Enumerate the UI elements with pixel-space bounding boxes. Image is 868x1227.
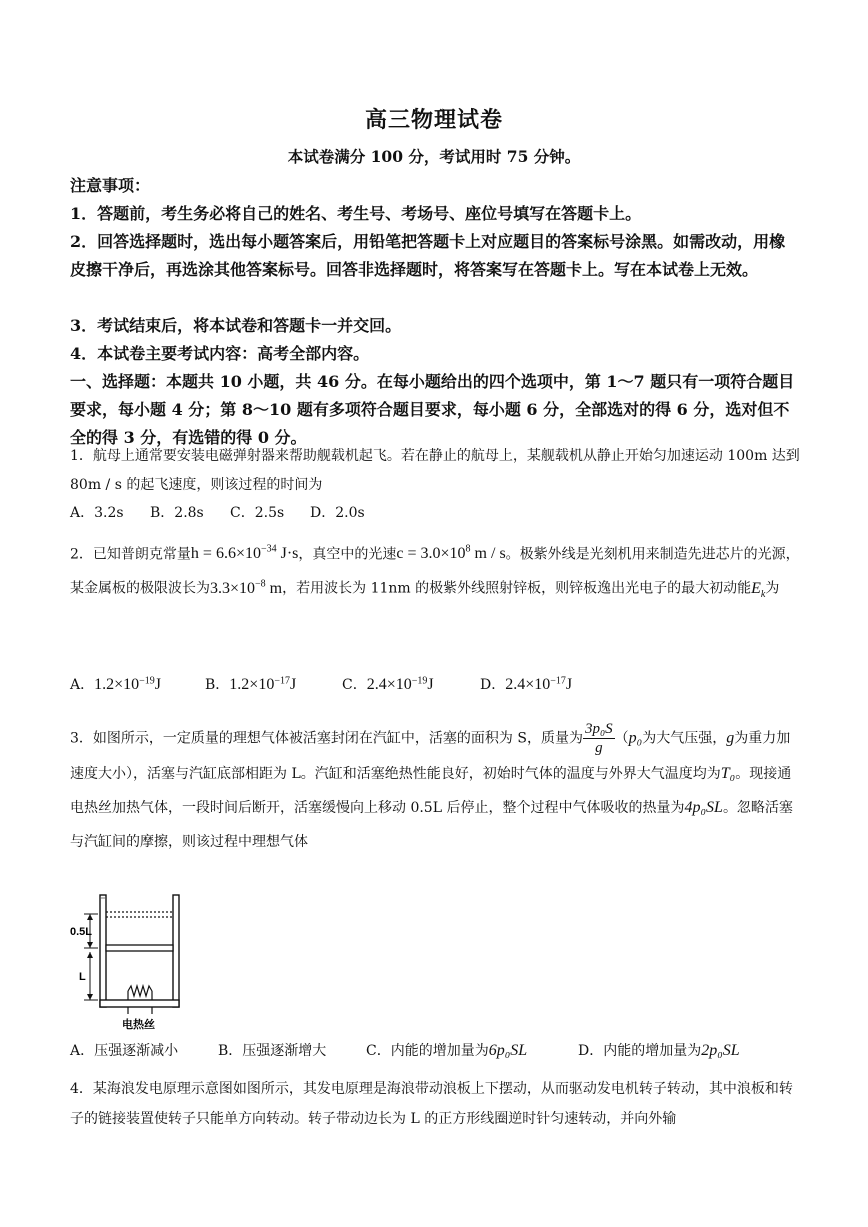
q3-option-d	[578, 1040, 778, 1060]
q2-part-2: ，真空中的光速	[298, 546, 397, 563]
q3-option-c	[366, 1040, 578, 1060]
q2-option-d	[480, 674, 620, 694]
notice-heading: 注意事项：	[70, 176, 151, 195]
dimension-label-l: L	[79, 971, 86, 983]
q2-option-a-exp: −19	[139, 675, 155, 687]
cylinder-figure	[70, 890, 190, 1035]
question-2-text	[70, 535, 800, 609]
question-1-options	[70, 502, 390, 522]
exam-subtitle: 本试卷满分 100 分，考试用时 75 分钟。	[287, 147, 581, 166]
q2-option-c	[342, 674, 480, 694]
question-1-text: 1．航母上通常要安装电磁弹射器来帮助舰载机起飞。若在静止的航母上，某舰载机从静止开始匀加速运动 100m 达到 80m / s 的起飞速度，则该过程的时间为	[70, 448, 800, 493]
cutoff-wavelength-expr	[210, 580, 282, 597]
gravity-symbol: g	[726, 729, 735, 747]
q2-option-b-unit: J	[289, 676, 297, 693]
ek-subscript: k	[760, 588, 766, 600]
q3-part-4: 为重力加速度大小），活塞与汽缸底部相距为 L。汽缸和活塞绝热性能良好，初始时气体的温度与外界大气温度均为	[70, 730, 791, 782]
q3-option-d-expr: 2p₀SL	[701, 1042, 740, 1059]
q3-part-3: 为大气压强，	[642, 730, 727, 747]
notice-item-2: 2．回答选择题时，选出每小题答案后，用铅笔把答题卡上对应题目的答案标号涂黑。如需改动，用橡皮擦干净后，再选涂其他答案标号。回答非选择题时，将答案写在答题卡上。写在本试卷上无效。	[70, 232, 786, 279]
q2-option-a	[70, 674, 205, 694]
initial-temperature-symbol: T₀	[720, 765, 736, 782]
question-2-options	[70, 674, 620, 694]
q1-option-a: A．3.2s	[70, 505, 124, 521]
cylinder-diagram	[70, 890, 190, 1035]
q3-part-2: （	[614, 730, 629, 747]
mass-fraction	[583, 720, 615, 757]
light-speed-expr	[396, 545, 505, 562]
q2-part-1: 2．已知普朗克常量	[70, 546, 191, 563]
q2-part-3: 。极紫外线是光刻机用来制造先进芯片的光源，某金属板的极限波长为	[70, 546, 800, 597]
q2-option-c-unit: J	[427, 676, 434, 693]
planck-constant-expr	[191, 545, 298, 562]
q2-part-4: ，若用波长为 11nm 的极紫外线照射锌板，则锌板逸出光电子的最大初动能	[282, 580, 752, 597]
page-title: 高三物理试卷	[364, 107, 503, 133]
q2-option-c-exp: −19	[411, 675, 428, 687]
q1-option-d: D．2.0s	[310, 505, 365, 521]
question-4-text: 4．某海浪发电原理示意图如图所示，其发电原理是海浪带动浪板上下摆动，从而驱动发电机转子转动，其中浪板和转子的链接装置使转子只能单方向转动。转子带动边长为 L 的正方形线圈逆时针匀速转动，并向外输	[70, 1081, 793, 1127]
heater-label: 电热丝	[122, 1019, 155, 1031]
kinetic-energy-symbol	[751, 579, 766, 600]
ek-letter: E	[751, 579, 761, 597]
q3-option-c-label: C．内能的增加量为	[366, 1043, 489, 1059]
q2-option-b-base: 1.2×10	[229, 676, 275, 693]
light-speed-base: c = 3.0×10	[396, 545, 466, 563]
q3-option-b: B．压强逐渐增大	[218, 1043, 327, 1059]
q2-option-a-base: 1.2×10	[94, 676, 140, 693]
q3-part-6: 。忽略活塞与汽缸间的摩擦，则该过程中理想气体	[70, 800, 793, 850]
planck-exponent: −34	[260, 544, 277, 555]
question-3-options	[70, 1040, 778, 1060]
q2-option-d-base: 2.4×10	[505, 676, 551, 693]
notice-item-4: 4．本试卷主要考试内容：高考全部内容。	[70, 344, 370, 363]
q2-option-b	[205, 674, 342, 694]
q2-option-d-unit: J	[565, 676, 573, 693]
q2-option-d-exp: −17	[550, 675, 566, 687]
q2-option-a-unit: J	[154, 676, 162, 693]
q3-option-a: A．压强逐渐减小	[70, 1043, 179, 1059]
wavelength-exponent: −8	[255, 578, 266, 590]
question-3-text	[70, 720, 800, 859]
q1-option-c: C．2.5s	[230, 505, 285, 521]
q3-part-5: 。现接通电热丝加热气体，一段时间后断开，活塞缓慢向上移动 0.5L 后停止，整个过程中气体吸收的热量为	[70, 766, 792, 816]
q2-option-c-label: C．	[342, 677, 367, 693]
wavelength-unit: m	[265, 579, 283, 597]
q2-option-a-label: A．	[70, 677, 95, 693]
q2-option-b-label: B．	[205, 677, 230, 693]
mass-fraction-numerator: 3p₀S	[584, 721, 613, 737]
light-speed-unit: m / s	[470, 545, 506, 563]
q3-option-c-expr: 6p₀SL	[488, 1042, 528, 1059]
q2-option-c-base: 2.4×10	[366, 676, 412, 693]
q3-part-1: 3．如图所示，一定质量的理想气体被活塞封闭在汽缸中，活塞的面积为 S，质量为	[70, 730, 583, 747]
notice-item-1: 1．答题前，考生务必将自己的姓名、考生号、考场号、座位号填写在答题卡上。	[70, 204, 642, 223]
light-speed-exponent: 8	[465, 544, 471, 555]
planck-unit: J·s	[276, 545, 299, 563]
q3-option-d-label: D．内能的增加量为	[578, 1043, 702, 1059]
section-one-instructions: 一、选择题：本题共 10 小题，共 46 分。在每小题给出的四个选项中，第 1～7 题只有一项符合题目要求，每小题 4 分；第 8～10 题有多项符合题目要求，每小题 6 分，全部选对的得 6 分，选对但不全的得 3 分，有选错的得 0 分。	[70, 372, 795, 447]
heat-absorbed-expr: 4p₀SL	[684, 799, 723, 816]
q2-option-b-exp: −17	[274, 675, 290, 687]
atm-pressure-symbol: p₀	[628, 729, 643, 747]
q2-part-5: 为	[765, 580, 780, 597]
q1-option-b: B．2.8s	[150, 505, 204, 521]
dimension-label-half-l: 0.5L	[70, 926, 93, 938]
planck-base: h = 6.6×10	[190, 545, 261, 563]
wavelength-base: 3.3×10	[210, 579, 256, 597]
q2-option-d-label: D．	[480, 677, 506, 693]
mass-fraction-denominator: g	[595, 740, 603, 756]
notice-item-3: 3．考试结束后，将本试卷和答题卡一并交回。	[70, 316, 402, 335]
